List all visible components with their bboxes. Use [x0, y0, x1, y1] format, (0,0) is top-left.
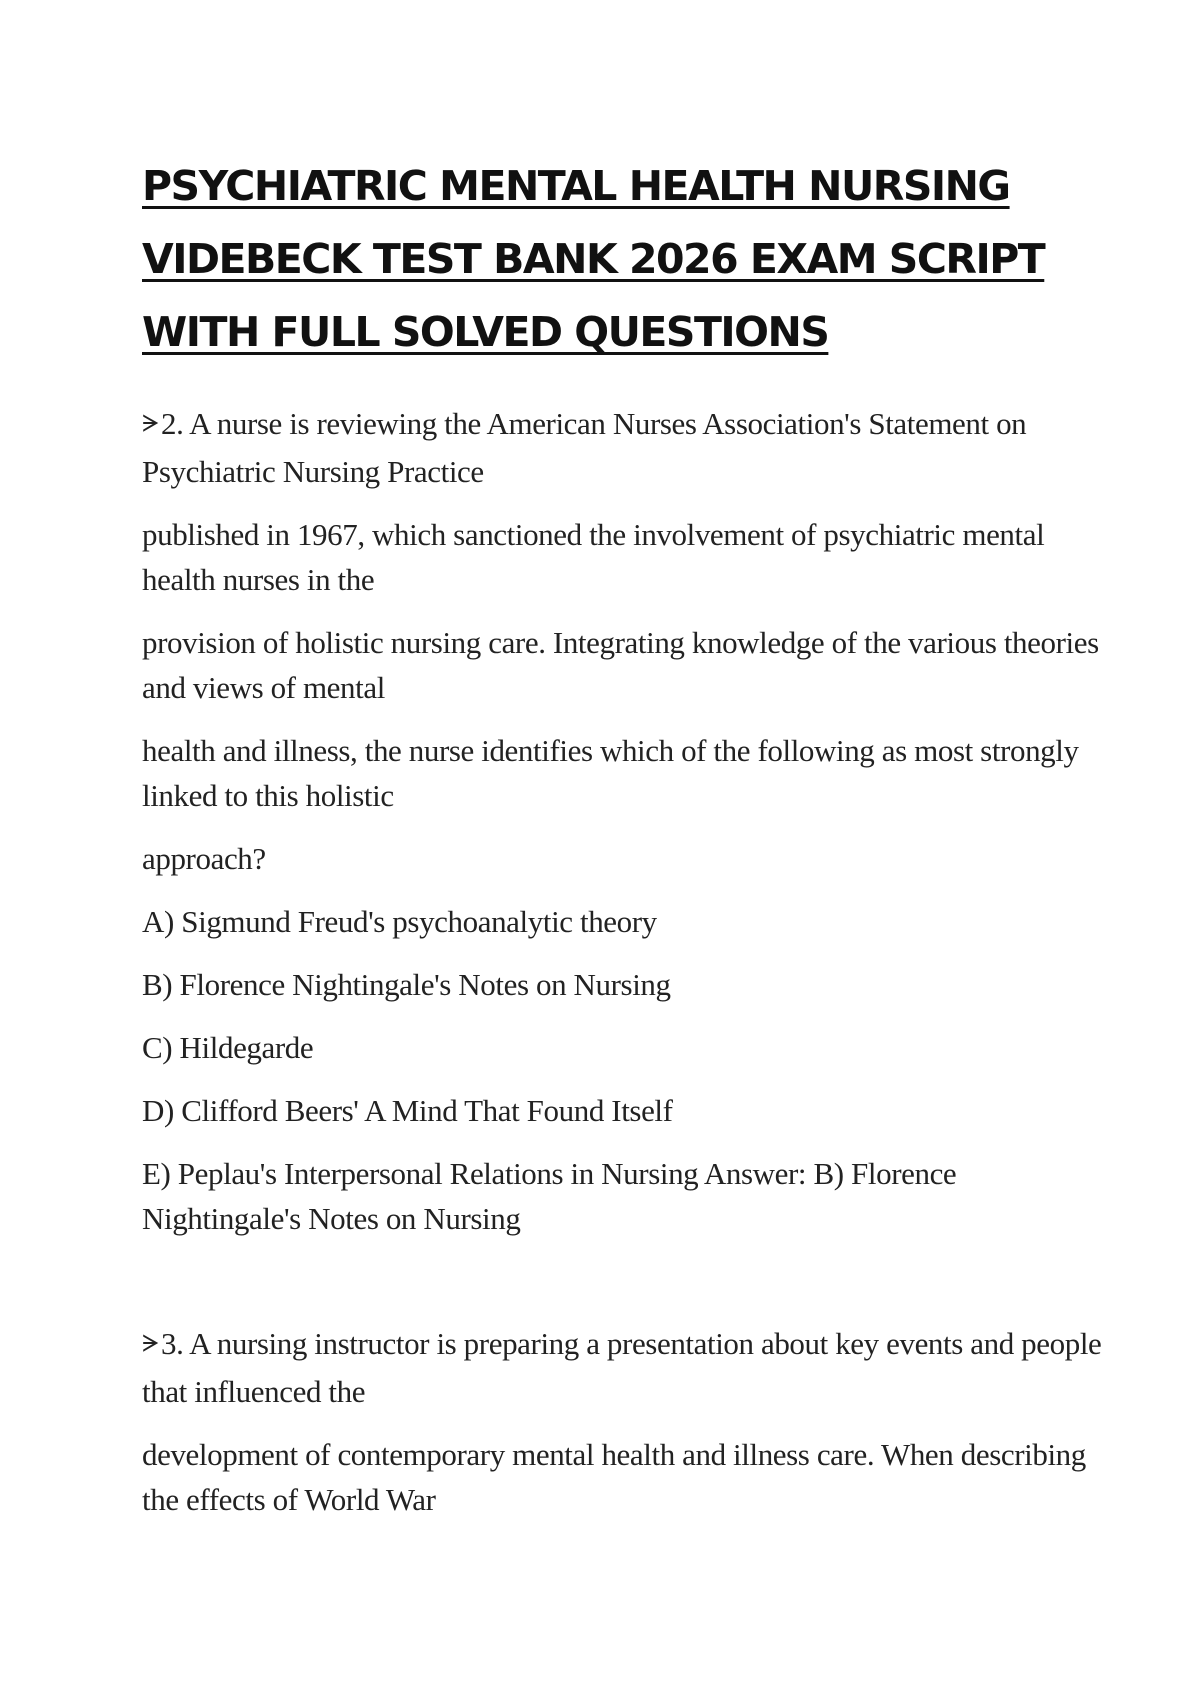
question-3	[142, 1321, 1102, 1522]
document-title	[142, 150, 1102, 369]
question-3-stem-line-2: development of contemporary mental health and illness care. When describing the effects of World War	[142, 1437, 1086, 1517]
question-2-option-a: A) Sigmund Freud's psychoanalytic theory	[142, 904, 657, 939]
question-2-option-d: D) Clifford Beers' A Mind That Found Itself	[142, 1093, 673, 1128]
question-marker-icon: ᗒ	[142, 1330, 160, 1358]
question-2-stem-line-5: approach?	[142, 841, 266, 876]
question-2-option-e-answer: E) Peplau's Interpersonal Relations in Nursing Answer: B) Florence Nightingale's Notes on Nursing	[142, 1156, 957, 1236]
question-3-number: 3.	[161, 1326, 184, 1361]
title-line-2: VIDEBECK TEST BANK 2026 EXAM SCRIPT	[142, 235, 1045, 283]
question-3-stem-line-1	[142, 1321, 1102, 1414]
question-2-stem-line-3: provision of holistic nursing care. Integrating knowledge of the various theories and views of mental	[142, 625, 1099, 705]
title-line-1: PSYCHIATRIC MENTAL HEALTH NURSING	[142, 162, 1010, 210]
question-spacer	[142, 1259, 1102, 1321]
question-2-option-b: B) Florence Nightingale's Notes on Nursing	[142, 967, 671, 1002]
question-marker-icon: ᗒ	[142, 410, 160, 438]
question-2-stem-line-4: health and illness, the nurse identifies which of the following as most strongly linked to this holistic	[142, 733, 1079, 813]
question-2-text: A nurse is reviewing the American Nurses Association's Statement on Psychiatric Nursing Practice	[142, 406, 1027, 489]
question-2-stem-line-2: published in 1967, which sanctioned the involvement of psychiatric mental health nurses in the	[142, 517, 1045, 597]
question-2-stem-line-1	[142, 401, 1102, 494]
question-3-text: A nursing instructor is preparing a presentation about key events and people that influenced the	[142, 1326, 1102, 1409]
question-2-number: 2.	[161, 406, 184, 441]
title-line-3: WITH FULL SOLVED QUESTIONS	[142, 308, 829, 356]
document-content	[142, 150, 1102, 1540]
question-2-option-c: C) Hildegarde	[142, 1030, 314, 1065]
question-2	[142, 401, 1102, 1241]
